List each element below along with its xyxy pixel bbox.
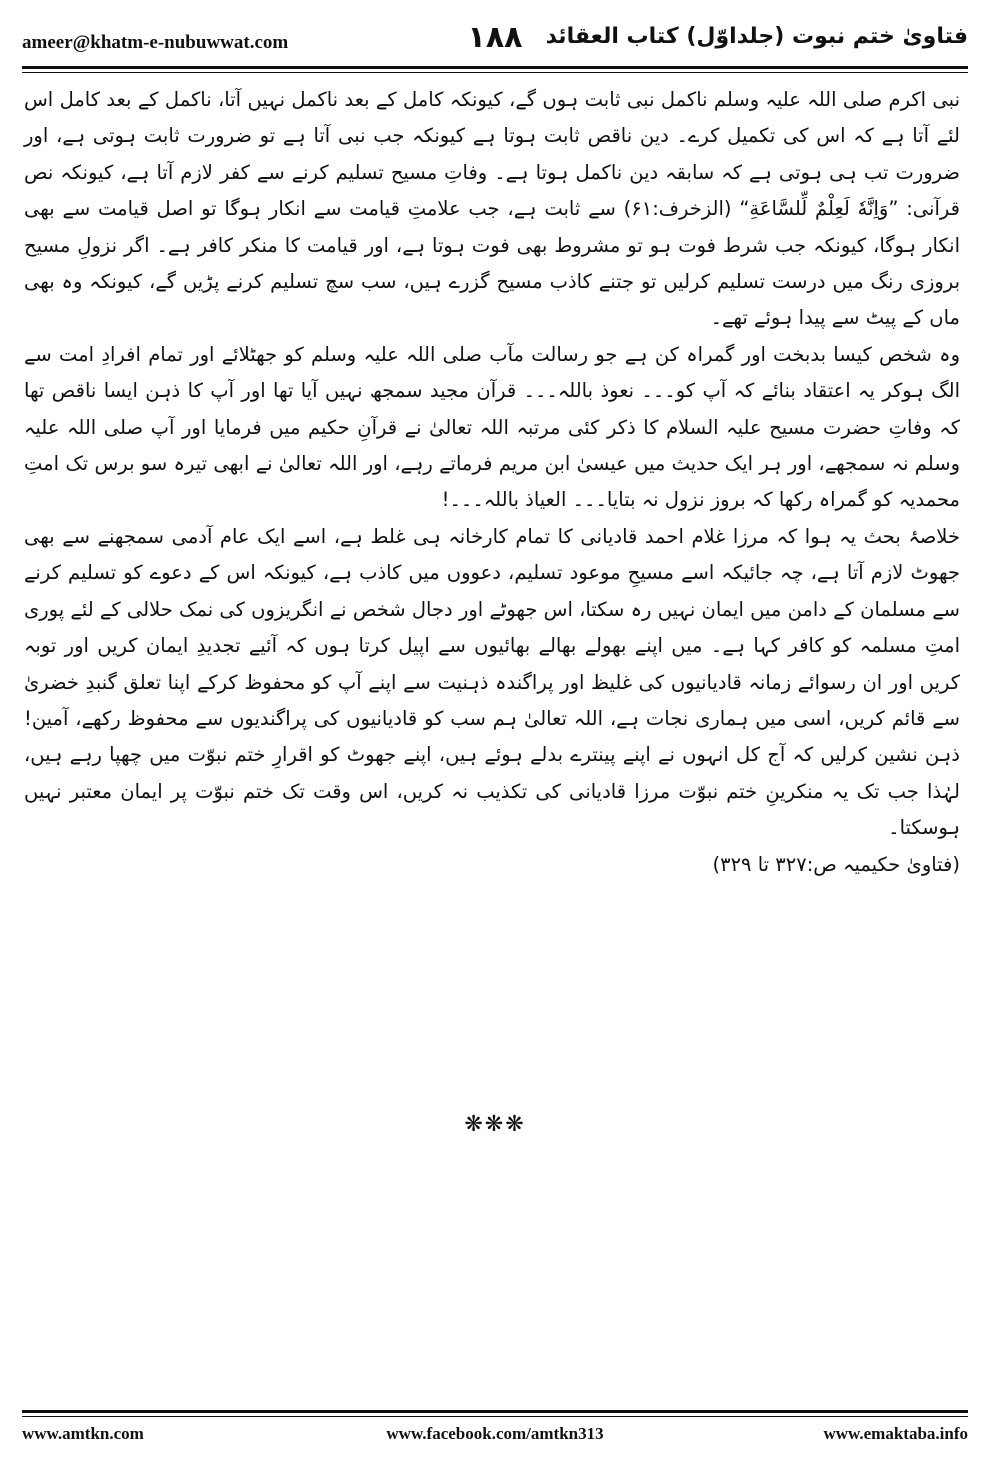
- citation: (فتاویٰ حکیمیہ ص:۳۲۷ تا ۳۲۹): [712, 852, 960, 876]
- paragraph-2: وہ شخص کیسا بدبخت اور گمراہ کن ہے جو رسالت مآب صلی اللہ علیہ وسلم کو جھٹلائے اور تمام افرادِ امت سے الگ ہوکر یہ اعتقاد بنائے کہ آپ کو۔۔۔ نعوذ باللہ۔۔۔ قرآن مجید سمجھ نہیں آیا تھا اور آپ کا ذہن ایسا ناقص تھا کہ وفاتِ حضرت مسیح علیہ السلام کا ذکر کئی مرتبہ اللہ تعالیٰ نے قرآنِ حکیم میں فرمایا اور آپ صلی اللہ علیہ وسلم نہ سمجھے، اور ہر ایک حدیث میں عیسیٰ ابن مریم فرماتے رہے، اور اللہ تعالیٰ نے ابھی تیرہ سو برس تک امتِ محمدیہ کو گمراہ رکھا کہ بروز نزول نہ بتایا۔۔۔ العیاذ باللہ۔۔۔!: [24, 342, 960, 512]
- section-separator-stars: ❋❋❋: [464, 1112, 526, 1137]
- page-number: ۱۸۸: [467, 20, 523, 55]
- page-header: [22, 18, 968, 70]
- header-divider: [22, 66, 968, 73]
- footer-link-facebook[interactable]: www.facebook.com/amtkn313: [386, 1424, 604, 1443]
- footer-link-emaktaba[interactable]: www.emaktaba.info: [823, 1424, 968, 1443]
- paragraph-3: خلاصۂ بحث یہ ہوا کہ مرزا غلام احمد قادیانی کا تمام کارخانہ ہی غلط ہے، اسے ایک عام آدمی سمجھنے سے بھی جھوٹ لازم آتا ہے، چہ جائیکہ اسے مسیحِ موعود تسلیم، دعووں میں کاذب ہے، کیونکہ اس کے دعوے کو تسلیم کرنے سے مسلمان کے دامن میں ایمان نہیں رہ سکتا، اس جھوٹے اور دجال شخص نے انگریزوں کی نمک حلالی کے لئے پوری امتِ مسلمہ کو کافر کہا ہے۔ میں اپنے بھولے بھالے بھائیوں سے اپیل کرتا ہوں کہ آئیے تجدیدِ ایمان کریں اور توبہ کریں اور ان رسوائے زمانہ قادیانیوں کی غلیظ اور پراگندہ ذہنیت سے اپنے آپ کو محفوظ کرکے اپنا تعلق گنبدِ خضریٰ سے قائم کریں، اسی میں ہماری نجات ہے، اللہ تعالیٰ ہم سب کو قادیانیوں کی پراگندیوں سے محفوظ رکھے، آمین! ذہن نشین کرلیں کہ آج کل انہوں نے اپنے پینترے بدلے ہوئے ہیں، اپنے جھوٹ کو اقرارِ ختم نبوّت میں چھپا رہے ہیں، لہٰذا جب تک یہ منکرینِ ختم نبوّت مرزا قادیانی کی تکذیب نہ کریں، اس وقت تک ختم نبوّت پر ایمان معتبر نہیں ہوسکتا۔: [24, 524, 960, 840]
- footer-divider: [22, 1410, 968, 1417]
- page-body: [24, 82, 960, 883]
- header-email[interactable]: ameer@khatm-e-nubuwwat.com: [22, 32, 289, 53]
- footer-link-amtkn[interactable]: www.amtkn.com: [22, 1424, 144, 1443]
- paragraph-1: نبی اکرم صلی اللہ علیہ وسلم ناکمل نبی ثابت ہوں گے، کیونکہ کامل کے بعد ناکمل نہیں آتا، ناکمل کے بعد کامل اس لئے آتا ہے کہ اس کی تکمیل کرے۔ دین ناقص ثابت ہوتا ہے کیونکہ جب نبی آتا ہے تو ضرورت ثابت ہوتی ہے، اور ضرورت تب ہی ہوتی ہے کہ سابقہ دین ناکمل ہوتا ہے۔ وفاتِ مسیح تسلیم کرنے سے کفر لازم آتا ہے، کیونکہ نص قرآنی: ”وَاِنَّهٗ لَعِلْمٌ لِّلسَّاعَةِ“ (الزخرف:۶۱) سے ثابت ہے، جب علامتِ قیامت سے انکار ہوگا تو اصل قیامت سے بھی انکار ہوگا، کیونکہ جب شرط فوت ہو تو مشروط بھی فوت ہوتا ہے، اور قیامت کا منکر کافر ہے۔ اگر نزولِ مسیح بروزی رنگ میں درست تسلیم کرلیں تو جتنے کاذب مسیح گزرے ہیں، سب سچ تسلیم کرنے پڑیں گے، کیونکہ وہ بھی ماں کے پیٹ سے پیدا ہوئے تھے۔: [24, 88, 960, 330]
- page-footer: [22, 1424, 968, 1448]
- book-title: فتاویٰ ختم نبوت (جلداوّل) کتاب العقائد: [545, 24, 968, 49]
